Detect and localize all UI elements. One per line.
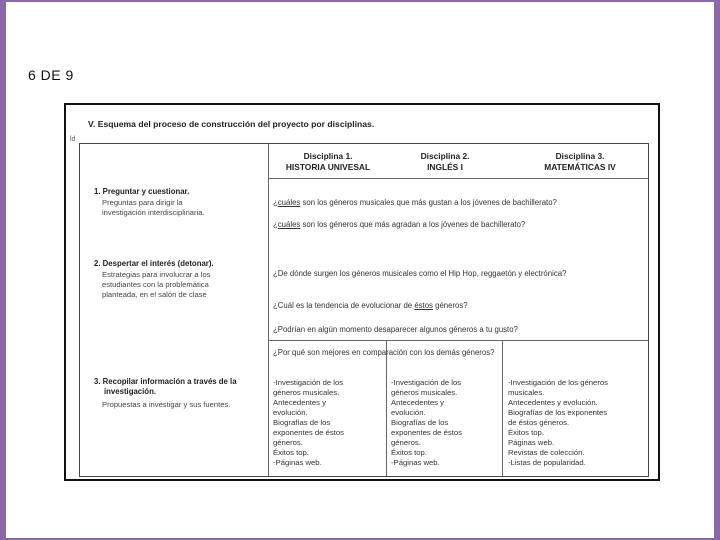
section-3-subtitle: Propuestas a investigar y sus fuentes. [102, 400, 231, 409]
list-item: -Páginas web. [391, 458, 440, 467]
list-item: Éxitos top. [391, 448, 427, 457]
list-item: -Investigación de los [391, 378, 462, 387]
section-row-divider [268, 340, 648, 341]
question-4: ¿Cuál es la tendencia de evolucionar de éstos géneros? [273, 301, 468, 310]
list-item: Biografías de los exponentes [508, 408, 608, 417]
question-1: ¿cuáles son los géneros musicales que más gustan a los jóvenes de bachillerato? [273, 198, 557, 207]
question-6: ¿Por qué son mejores en comparación con los demás géneros? [273, 348, 495, 357]
discipline-1-research-list [273, 378, 391, 468]
section-1-title: 1. Preguntar y cuestionar. [94, 187, 190, 196]
list-item: -Listas de popularidad. [508, 458, 586, 467]
column-header-1: Disciplina 1. HISTORIA UNIVESAL [285, 151, 371, 172]
list-item: géneros musicales. [273, 388, 340, 397]
page-mark: ld [70, 136, 76, 143]
list-item: Biografías de los [391, 418, 449, 427]
list-item: evolución. [391, 408, 426, 417]
list-item: Antecedentes y [391, 398, 444, 407]
section-1-subtitle: Preguntas para dirigir la investigación interdisciplinaria. [102, 198, 205, 217]
list-item: géneros musicales. [391, 388, 458, 397]
list-item: exponentes de éstos [391, 428, 462, 437]
document-title: V. Esquema del proceso de construcción del proyecto por disciplinas. [88, 119, 375, 129]
project-table [79, 143, 649, 477]
list-item: de éstos géneros. [508, 418, 570, 427]
list-item: Páginas web. [508, 438, 555, 447]
list-item: Antecedentes y evolución. [508, 398, 598, 407]
list-item: -Investigación de los géneros [508, 378, 608, 387]
list-item: musicales. [508, 388, 545, 397]
list-item: géneros. [273, 438, 303, 447]
question-5: ¿Podrían en algún momento desaparecer algunos géneros a tu gusto? [273, 325, 518, 334]
list-item: evolución. [273, 408, 308, 417]
list-item: Antecedentes y [273, 398, 326, 407]
list-item: Biografías de los [273, 418, 331, 427]
list-item: -Páginas web. [273, 458, 322, 467]
list-item: -Investigación de los [273, 378, 344, 387]
section-2-title: 2. Despertar el interés (detonar). [94, 259, 214, 268]
document-image [64, 103, 660, 481]
list-item: Revistas de colección. [508, 448, 585, 457]
column-divider [268, 144, 269, 476]
slide-number-label: 6 DE 9 [28, 67, 74, 83]
question-3: ¿De dónde surgen los géneros musicales como el Hip Hop, reggaetón y electrónica? [273, 269, 567, 278]
question-2: ¿cuáles son los géneros que más agradan a los jóvenes de bachillerato? [273, 220, 526, 229]
list-item: Éxitos top. [508, 428, 544, 437]
column-header-2: Disciplina 2. INGLÉS I [420, 151, 470, 172]
discipline-2-research-list [391, 378, 509, 468]
list-item: exponentes de éstos [273, 428, 344, 437]
discipline-3-research-list [508, 378, 646, 468]
list-item: Éxitos top. [273, 448, 309, 457]
header-row-divider [268, 178, 648, 179]
list-item: géneros. [391, 438, 421, 447]
section-3-title: 3. Recopilar información a través de la investigación. [94, 377, 237, 396]
column-header-3: Disciplina 3. MATEMÁTICAS IV [544, 151, 616, 172]
section-2-subtitle: Estrategias para involucrar a los estudiantes con la problemática planteada, en el salón de clase [102, 270, 211, 299]
